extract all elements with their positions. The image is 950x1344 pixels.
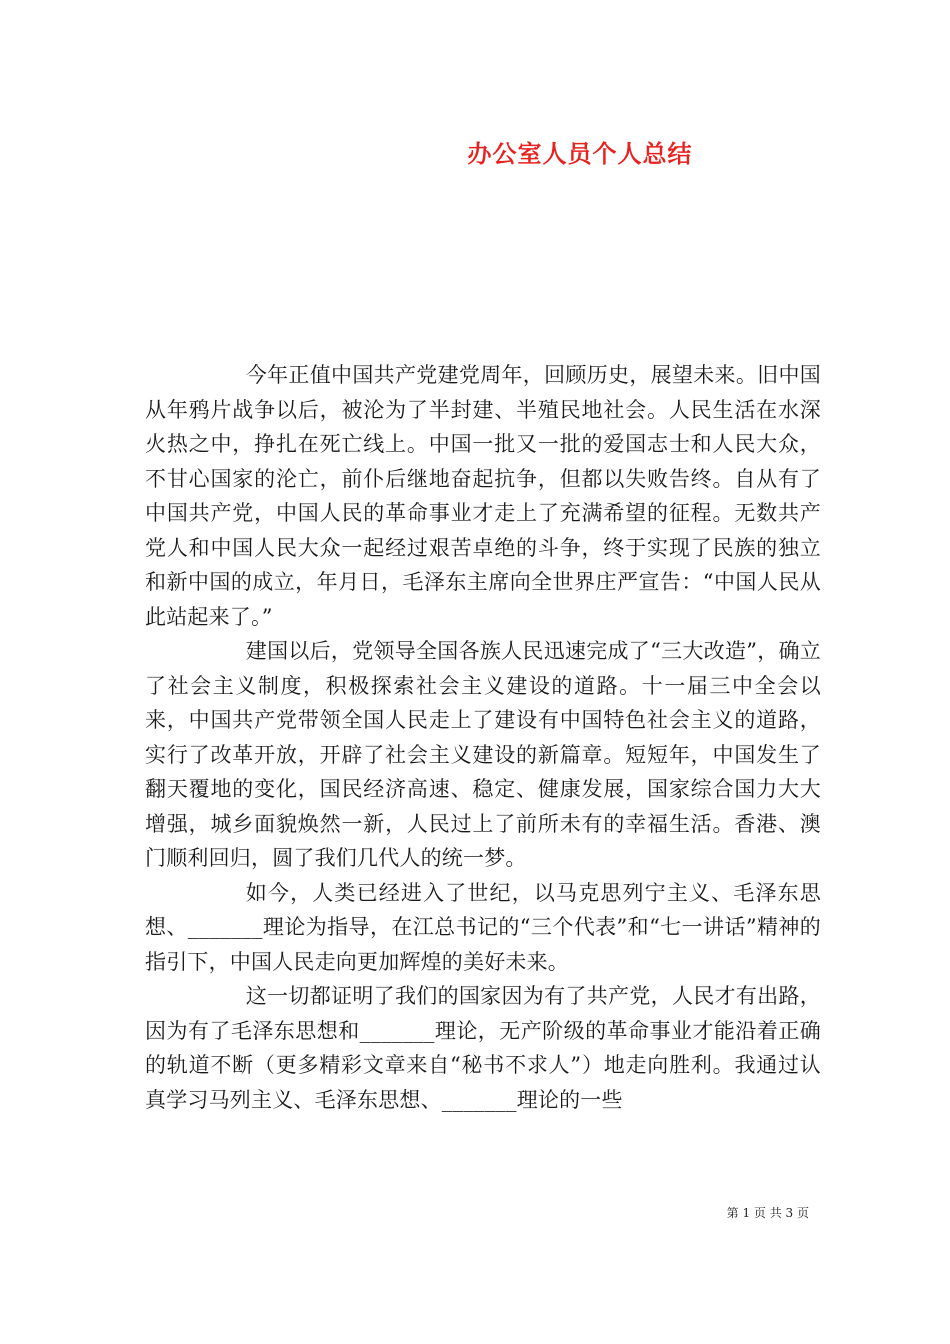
paragraph: 今年正值中国共产党建党周年，回顾历史，展望未来。旧中国从年鸦片战争以后，被沦为了半封建、半殖民地社会。人民生活在水深火热之中，挣扎在死亡线上。中国一批又一批的爱国志士和人民大众，不甘心国家的沦亡，前仆后继地奋起抗争，但都以失败告终。自从有了中国共产党，中国人民的革命事业才走上了充满希望的征程。无数共产党人和中国人民大众一起经过艰苦卓绝的斗争，终于实现了民族的独立和新中国的成立，年月日，毛泽东主席向全世界庄严宣告：“中国人民从此站起来了。”	[145, 363, 821, 629]
paragraph: 这一切都证明了我们的国家因为有了共产党，人民才有出路，因为有了毛泽东思想和_______理论，无产阶级的革命事业才能沿着正确的轨道不断（更多精彩文章来自“秘书不求人”）地走向胜利。我通过认真学习马列主义、毛泽东思想、_______理论的一些	[145, 984, 821, 1112]
paragraph: 如今，人类已经进入了世纪，以马克思列宁主义、毛泽东思想、_______理论为指导，在江总书记的“三个代表”和“七一讲话”精神的指引下，中国人民走向更加辉煌的美好未来。	[145, 880, 821, 974]
document-body	[145, 358, 821, 1117]
paragraph: 建国以后，党领导全国各族人民迅速完成了“三大改造”，确立了社会主义制度，积极探索社会主义建设的道路。十一届三中全会以来，中国共产党带领全国人民走上了建设有中国特色社会主义的道路，实行了改革开放，开辟了社会主义建设的新篇章。短短年，中国发生了翻天覆地的变化，国民经济高速、稳定、健康发展，国家综合国力大大增强，城乡面貌焕然一新，人民过上了前所未有的幸福生活。香港、澳门顺利回归，圆了我们几代人的统一梦。	[145, 639, 821, 870]
page-title: 办公室人员个人总结	[467, 139, 693, 168]
page-number: 第 1 页 共 3 页	[726, 1206, 809, 1220]
